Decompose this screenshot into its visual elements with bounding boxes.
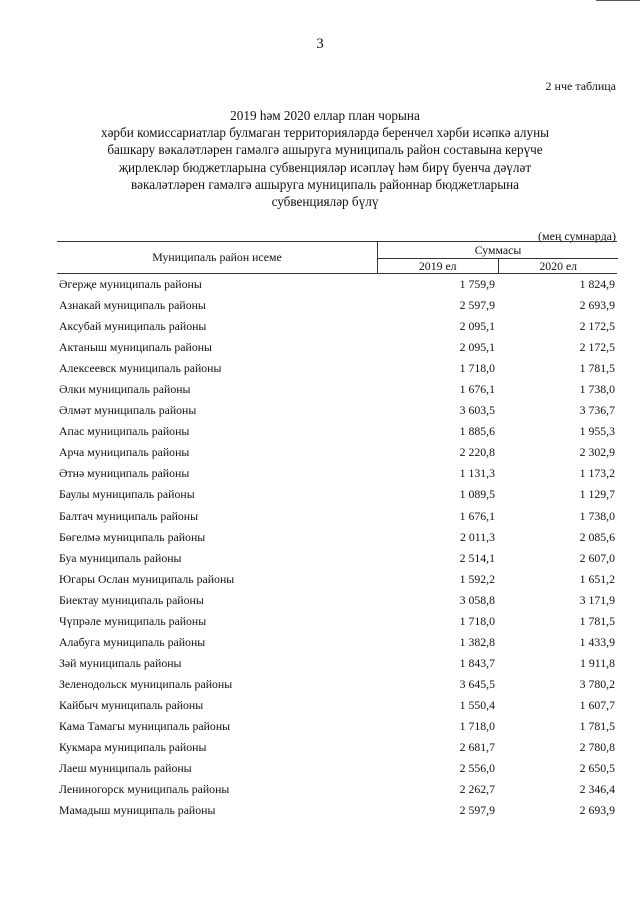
value-2020: 3 780,2 [579,676,615,691]
value-2019: 2 011,3 [460,529,495,544]
value-2019: 1 885,6 [459,424,495,439]
title-line: 2019 һәм 2020 еллар план чорына [230,108,420,123]
district-name: Биектау муниципаль районы [59,592,204,607]
title-line: хәрби комиссариатлар булмаган территорияләрдә беренчел хәрби исәпкә алуны [100,125,550,141]
district-name: Зеленодольск муниципаль районы [59,676,233,691]
value-2020: 1 911,8 [580,655,615,670]
value-2020: 1 781,5 [579,613,615,628]
value-2019: 3 058,8 [459,592,495,607]
value-2019: 2 597,9 [459,298,495,313]
value-2019: 1 718,0 [459,613,495,628]
value-2020: 1 129,7 [579,487,615,502]
value-2019: 2 220,8 [459,445,495,460]
value-2020: 1 738,0 [579,508,615,523]
table-row [57,274,617,295]
value-2020: 2 172,5 [579,340,615,355]
district-name: Бөгелмә муниципаль районы [59,529,206,544]
table-row [57,548,617,569]
table-row [57,653,617,674]
header-sums-group [377,242,618,273]
value-2020: 1 955,3 [579,424,615,439]
value-2020: 1 824,9 [579,277,615,291]
district-name: Әлки муниципаль районы [59,382,191,397]
value-2019: 1 676,1 [459,382,495,397]
value-2020: 2 302,9 [579,445,615,460]
title-line: субвенцияләр бүлү [271,194,379,210]
value-2019: 2 514,1 [459,550,495,565]
district-name: Зәй муниципаль районы [59,655,182,670]
value-2019: 1 676,1 [459,508,495,523]
table-row [57,674,617,695]
value-2019: 3 603,5 [459,403,495,418]
district-name: Кама Тамагы муниципаль районы [59,718,231,733]
title-line: вәкаләтләрен гамәлгә ашыруга муниципаль районнар бюджетларына [130,176,520,192]
value-2019: 1 550,4 [459,697,495,712]
value-2019: 1 131,3 [459,466,495,481]
value-2020: 2 693,9 [579,803,615,818]
value-2019: 2 556,0 [459,761,495,776]
header-sums: Суммасы [378,242,618,259]
value-2020: 1 781,5 [579,718,615,733]
district-name: Аксубай муниципаль районы [59,319,207,334]
value-2020: 1 738,0 [579,382,615,397]
table-header [57,241,617,274]
header-year-2019: 2019 ел [418,259,457,273]
value-2019: 1 382,8 [459,634,495,649]
value-2020: 1 651,2 [579,571,615,586]
district-name: Алексеевск муниципаль районы [59,361,222,376]
unit-note: (мең сумнарда) [538,229,616,243]
value-2020: 1 433,9 [579,634,615,649]
district-name: Мамадыш муниципаль районы [59,803,216,818]
header-year-2020: 2020 ел [498,259,619,273]
value-2020: 1 781,5 [579,361,615,376]
value-2019: 1 759,9 [459,277,495,291]
value-2020: 2 172,5 [579,319,615,334]
table-row [57,421,617,442]
value-2020: 2 346,4 [579,782,615,797]
value-2020: 1 607,7 [579,697,615,712]
table-row [57,611,617,632]
value-2019: 3 645,5 [459,676,495,691]
table-row [57,484,617,505]
title-line: башкару вәкаләтләрен гамәлгә ашыруга муниципаль район составына керүче [107,142,543,158]
table-row [57,358,617,379]
value-2020: 2 780,8 [579,740,615,755]
district-name: Балтач муниципаль районы [59,508,199,523]
subsidy-table [57,241,617,821]
value-2020: 2 693,9 [579,298,615,313]
value-2020: 1 173,2 [579,466,615,481]
table-row [57,463,617,484]
table-row [57,527,617,548]
table-row [57,379,617,400]
table-row [57,758,617,779]
table-body [57,274,617,821]
district-name: Әтнә муниципаль районы [59,466,190,481]
district-name: Лениногорск муниципаль районы [59,782,230,797]
table-row [57,800,617,821]
value-2020: 2 650,5 [579,761,615,776]
document-title [70,107,580,210]
table-row [57,506,617,527]
district-name: Буа муниципаль районы [59,550,182,565]
table-row [57,400,617,421]
district-name: Әгерҗе муниципаль районы [59,277,202,291]
district-name: Актаныш муниципаль районы [59,340,212,355]
district-name: Баулы муниципаль районы [59,487,195,502]
district-name: Апас муниципаль районы [59,424,190,439]
district-name: Югары Ослан муниципаль районы [59,571,235,586]
value-2019: 1 089,5 [459,487,495,502]
value-2019: 1 843,7 [459,655,495,670]
table-number: 2 нче таблица [545,79,616,93]
value-2019: 1 718,0 [459,361,495,376]
table-row [57,695,617,716]
header-district-name: Муниципаль район исеме [152,250,282,264]
value-2019: 2 095,1 [459,340,495,355]
header-years [378,259,618,273]
value-2019: 1 718,0 [459,718,495,733]
table-row [57,590,617,611]
district-name: Азнакай муниципаль районы [59,298,206,313]
table-row [57,569,617,590]
value-2019: 2 681,7 [459,740,495,755]
page-corner-mark [596,0,640,1]
value-2020: 3 736,7 [579,403,615,418]
table-row [57,716,617,737]
value-2020: 3 171,9 [579,592,615,607]
district-name: Әлмәт муниципаль районы [59,403,197,418]
district-name: Арча муниципаль районы [59,445,190,460]
district-name: Алабуга муниципаль районы [59,634,206,649]
table-row [57,442,617,463]
table-row [57,316,617,337]
page-number: 3 [316,36,324,52]
district-name: Кайбыч муниципаль районы [59,697,204,712]
value-2019: 1 592,2 [459,571,495,586]
value-2019: 2 262,7 [459,782,495,797]
table-row [57,737,617,758]
table-row [57,632,617,653]
table-row [57,295,617,316]
value-2020: 2 607,0 [579,550,615,565]
district-name: Кукмара муниципаль районы [59,740,207,755]
title-line: җирлекләр бюджетларына субвенцияләр исәпләү һәм бирү буенча дәүләт [118,159,532,175]
value-2019: 2 095,1 [459,319,495,334]
table-row [57,779,617,800]
table-row [57,337,617,358]
district-name: Чүпрәле муниципаль районы [59,613,207,628]
district-name: Лаеш муниципаль районы [59,761,192,776]
value-2019: 2 597,9 [459,803,495,818]
value-2020: 2 085,6 [579,529,615,544]
